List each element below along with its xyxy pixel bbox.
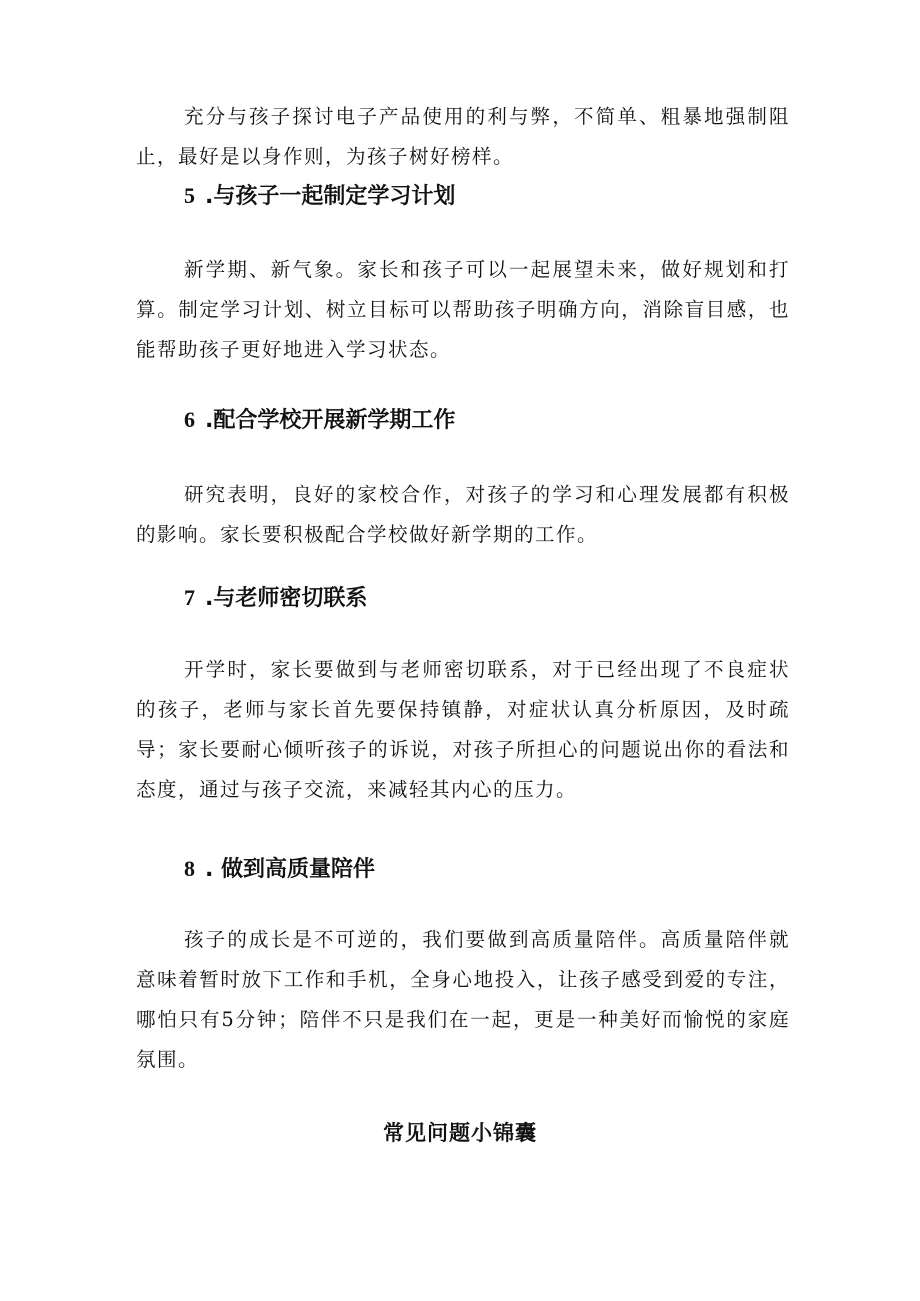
- section-heading-5: [184, 180, 455, 213]
- section-heading-8: [184, 853, 375, 886]
- section-body-8: 孩子的成长是不可逆的，我们要做到高质量陪伴。高质量陪伴就意味着暂时放下工作和手机，全身心地投入，让孩子感受到爱的专注，哪怕只有5分钟；陪伴不只是我们在一起，更是一种美好而愉悦的家庭氛围。: [136, 928, 790, 1071]
- section-title: . 做到高质量陪伴: [205, 857, 376, 882]
- section-title: .与孩子一起制定学习计划: [205, 184, 456, 209]
- section-number: 8: [184, 856, 195, 881]
- section-number: 6: [184, 407, 195, 432]
- section-title: .配合学校开展新学期工作: [205, 408, 456, 433]
- section-number: 7: [184, 585, 195, 610]
- section-heading-6: [184, 404, 455, 437]
- section-title: .与老师密切联系: [205, 586, 368, 611]
- section-number: 5: [184, 183, 195, 208]
- section-body-6: 研究表明，良好的家校合作，对孩子的学习和心理发展都有积极的影响。家长要积极配合学校做好新学期的工作。: [136, 483, 790, 546]
- section-body-7: 开学时，家长要做到与老师密切联系，对于已经出现了不良症状的孩子，老师与家长首先要保持镇静，对症状认真分析原因，及时疏导；家长要耐心倾听孩子的诉说，对孩子所担心的问题说出你的看法和态度，通过与孩子交流，来减轻其内心的压力。: [136, 658, 790, 801]
- section-heading-7: [184, 582, 367, 615]
- intro-paragraph: 充分与孩子探讨电子产品使用的利与弊，不简单、粗暴地强制阻止，最好是以身作则，为孩子树好榜样。: [136, 105, 790, 168]
- section-body-5: 新学期、新气象。家长和孩子可以一起展望未来，做好规划和打算。制定学习计划、树立目标可以帮助孩子明确方向，消除盲目感，也能帮助孩子更好地进入学习状态。: [136, 258, 790, 361]
- closing-title: 常见问题小锦囊: [383, 1121, 537, 1145]
